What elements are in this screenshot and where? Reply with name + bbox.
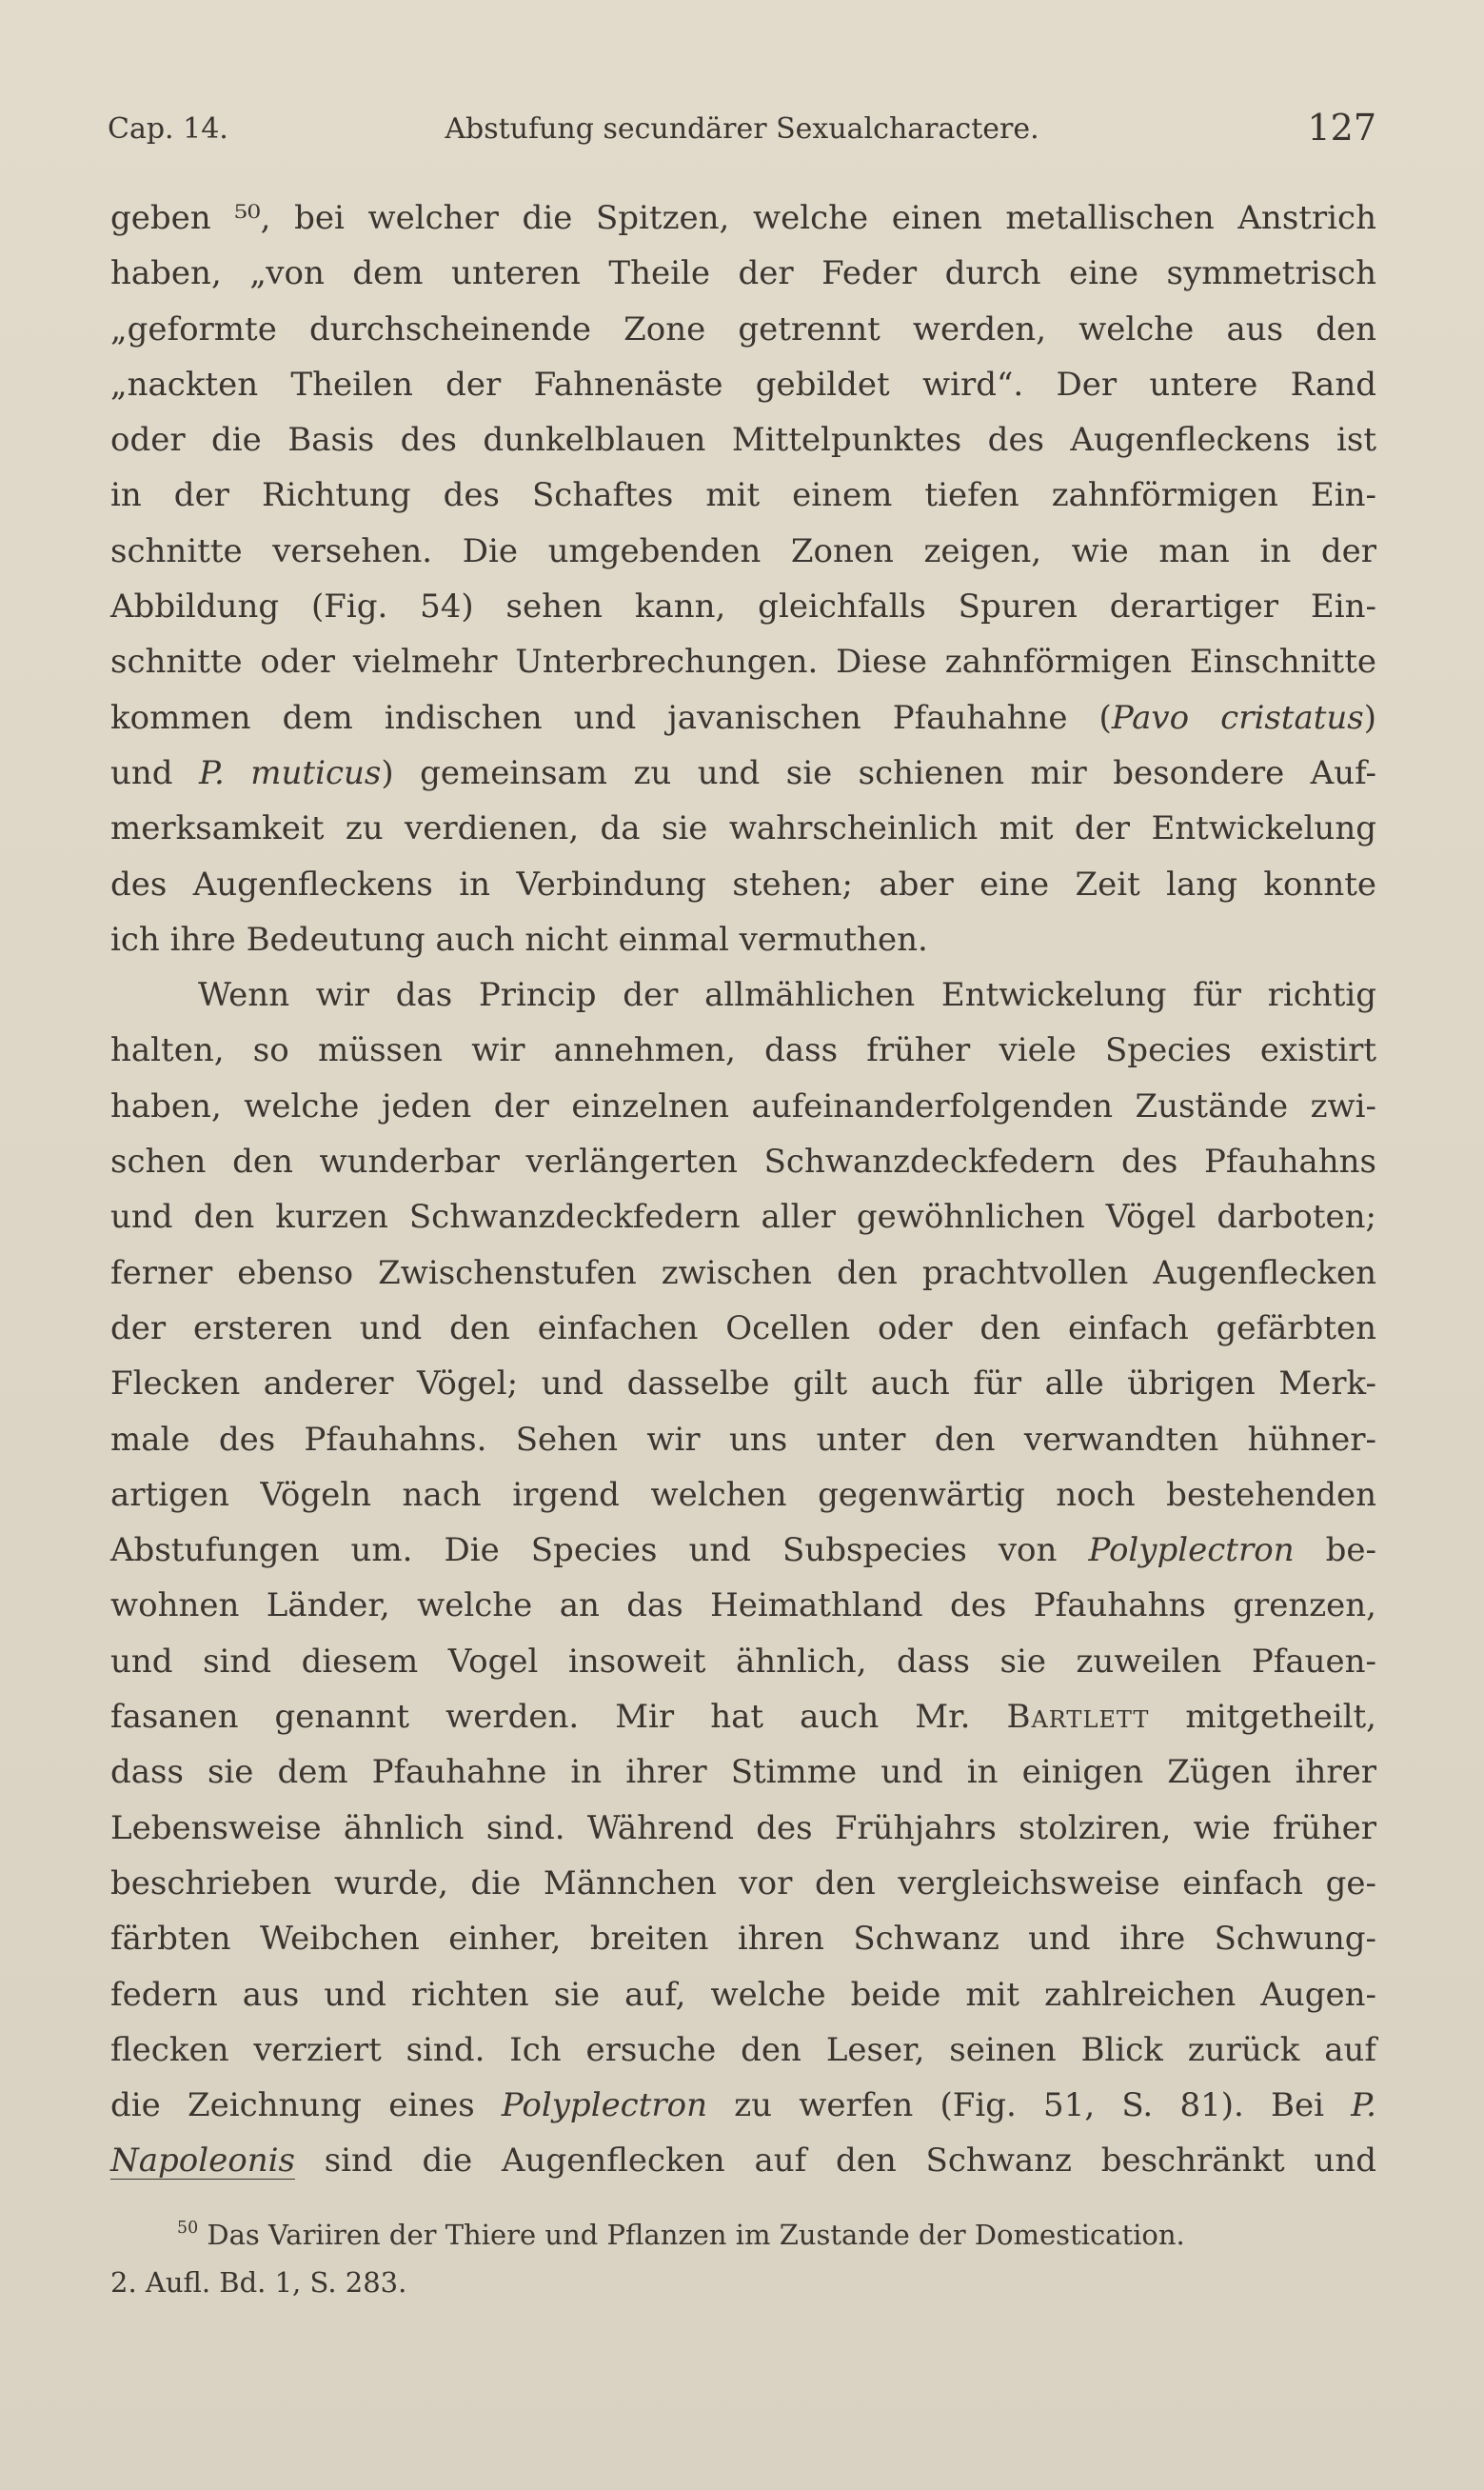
text-line: male des Pfauhahns. Sehen wir uns unter den verwandten hühner-: [110, 1420, 1376, 1459]
species-name: P. muticus: [199, 753, 382, 792]
text-run: die Zeichnung eines: [110, 2086, 502, 2125]
footnote-text: Das Variiren der Thiere und Pflanzen im Zustande der Domestication.: [207, 2219, 1185, 2251]
text-run: mitgetheilt,: [1149, 1698, 1376, 1737]
text-line: „nackten Theilen der Fahnenäste gebildet wird“. Der untere Rand: [110, 365, 1376, 404]
text-line: und sind diesem Vogel insoweit ähnlich, dass sie zuweilen Pfauen-: [110, 1642, 1376, 1681]
footnote-marker: 50: [177, 2219, 199, 2238]
text-line: merksamkeit zu verdienen, da sie wahrscheinlich mit der Entwickelung: [110, 809, 1376, 848]
text-line: dass sie dem Pfauhahne in ihrer Stimme und in einigen Zügen ihrer: [110, 1753, 1376, 1792]
text-line: „geformte durchscheinende Zone getrennt werden, welche aus den: [110, 309, 1376, 349]
text-line: ferner ebenso Zwischenstufen zwischen den prachtvollen Augenflecken: [110, 1253, 1376, 1292]
running-title: Abstufung secundärer Sexualcharactere.: [445, 112, 1039, 146]
text-line: [110, 746, 1376, 801]
text-run: fasanen genannt werden. Mir hat auch Mr.: [110, 1698, 1007, 1737]
text-line: [110, 2133, 1376, 2188]
paragraph-start: Wenn wir das Princip der allmählichen Entwickelung für richtig: [198, 976, 1376, 1015]
text-line: oder die Basis des dunkelblauen Mittelpunktes des Augenfleckens ist: [110, 421, 1376, 460]
text-line: haben, „von dem unteren Theile der Feder durch eine symmetrisch: [110, 254, 1376, 293]
footnote: [110, 2211, 1376, 2306]
text-line: federn aus und richten sie auf, welche beide mit zahlreichen Augen-: [110, 1975, 1376, 2014]
genus-name: Polyplectron: [501, 2086, 708, 2125]
text-line: flecken verziert sind. Ich ersuche den Leser, seinen Blick zurück auf: [110, 2030, 1376, 2069]
text-line: Abbildung (Fig. 54) sehen kann, gleichfalls Spuren derartiger Ein-: [110, 588, 1376, 627]
text-line: halten, so müssen wir annehmen, dass früher viele Species existirt: [110, 1031, 1376, 1070]
text-line: beschrieben wurde, die Männchen vor den vergleichsweise einfach ge-: [110, 1863, 1376, 1902]
text-run: und: [110, 753, 200, 792]
text-line: geben ⁵⁰, bei welcher die Spitzen, welche einen metallischen Anstrich: [110, 199, 1376, 237]
text-line: haben, welche jeden der einzelnen aufeinanderfolgenden Zustände zwi-: [110, 1086, 1376, 1125]
page-number: 127: [1307, 107, 1376, 149]
text-run: kommen dem indischen und javanischen Pfauhahne (: [110, 698, 1112, 737]
text-line: schnitte oder vielmehr Unterbrechungen. Diese zahnförmigen Einschnitte: [110, 643, 1376, 682]
text-run: ) gemeinsam zu und sie schienen mir besondere Auf-: [381, 753, 1376, 792]
footnote-line: [110, 2211, 1376, 2259]
text-line: in der Richtung des Schaftes mit einem tiefen zahnförmigen Ein-: [110, 476, 1376, 515]
text-line: schnitte versehen. Die umgebenden Zonen zeigen, wie man in der: [110, 531, 1376, 570]
text-line: [110, 1689, 1376, 1744]
footnote-line: 2. Aufl. Bd. 1, S. 283.: [110, 2266, 407, 2299]
running-header: [108, 107, 1376, 154]
text-line: der ersteren und den einfachen Ocellen oder den einfach gefärbten: [110, 1308, 1376, 1347]
text-run: sind die Augenflecken auf den Schwanz beschränkt und: [294, 2141, 1376, 2181]
species-name: Pavo cristatus: [1111, 698, 1364, 737]
text-line: artigen Vögeln nach irgend welchen gegenwärtig noch bestehenden: [110, 1475, 1376, 1514]
genus-name: Polyplectron: [1088, 1531, 1295, 1570]
body-text: [110, 190, 1376, 2189]
text-line: [110, 690, 1376, 746]
text-line: [110, 2078, 1376, 2133]
text-line: und den kurzen Schwanzdeckfedern aller gewöhnlichen Vögel darboten;: [110, 1198, 1376, 1237]
species-name: Napoleonis: [110, 2141, 295, 2181]
text-run: Abstufungen um. Die Species und Subspecies von: [110, 1531, 1089, 1570]
text-run: be-: [1294, 1531, 1376, 1570]
text-line: Flecken anderer Vögel; und dasselbe gilt auch für alle übrigen Merk-: [110, 1365, 1376, 1404]
text-line: schen den wunderbar verlängerten Schwanzdeckfedern des Pfauhahns: [110, 1143, 1376, 1182]
species-abbrev: P.: [1351, 2086, 1376, 2125]
person-name: Bartlett: [1006, 1698, 1150, 1737]
text-line: Lebensweise ähnlich sind. Während des Frühjahrs stolziren, wie früher: [110, 1808, 1376, 1847]
text-line: ich ihre Bedeutung auch nicht einmal vermuthen.: [110, 920, 928, 959]
text-run: zu werfen (Fig. 51, S. 81). Bei: [707, 2086, 1352, 2125]
text-line: wohnen Länder, welche an das Heimathland des Pfauhahns grenzen,: [110, 1586, 1376, 1625]
text-line: des Augenfleckens in Verbindung stehen; aber eine Zeit lang konnte: [110, 865, 1376, 904]
text-line: färbten Weibchen einher, breiten ihren Schwanz und ihre Schwung-: [110, 1920, 1376, 1959]
chapter-label: Cap. 14.: [108, 112, 228, 146]
text-line: [110, 1523, 1376, 1578]
text-run: ): [1363, 698, 1376, 737]
